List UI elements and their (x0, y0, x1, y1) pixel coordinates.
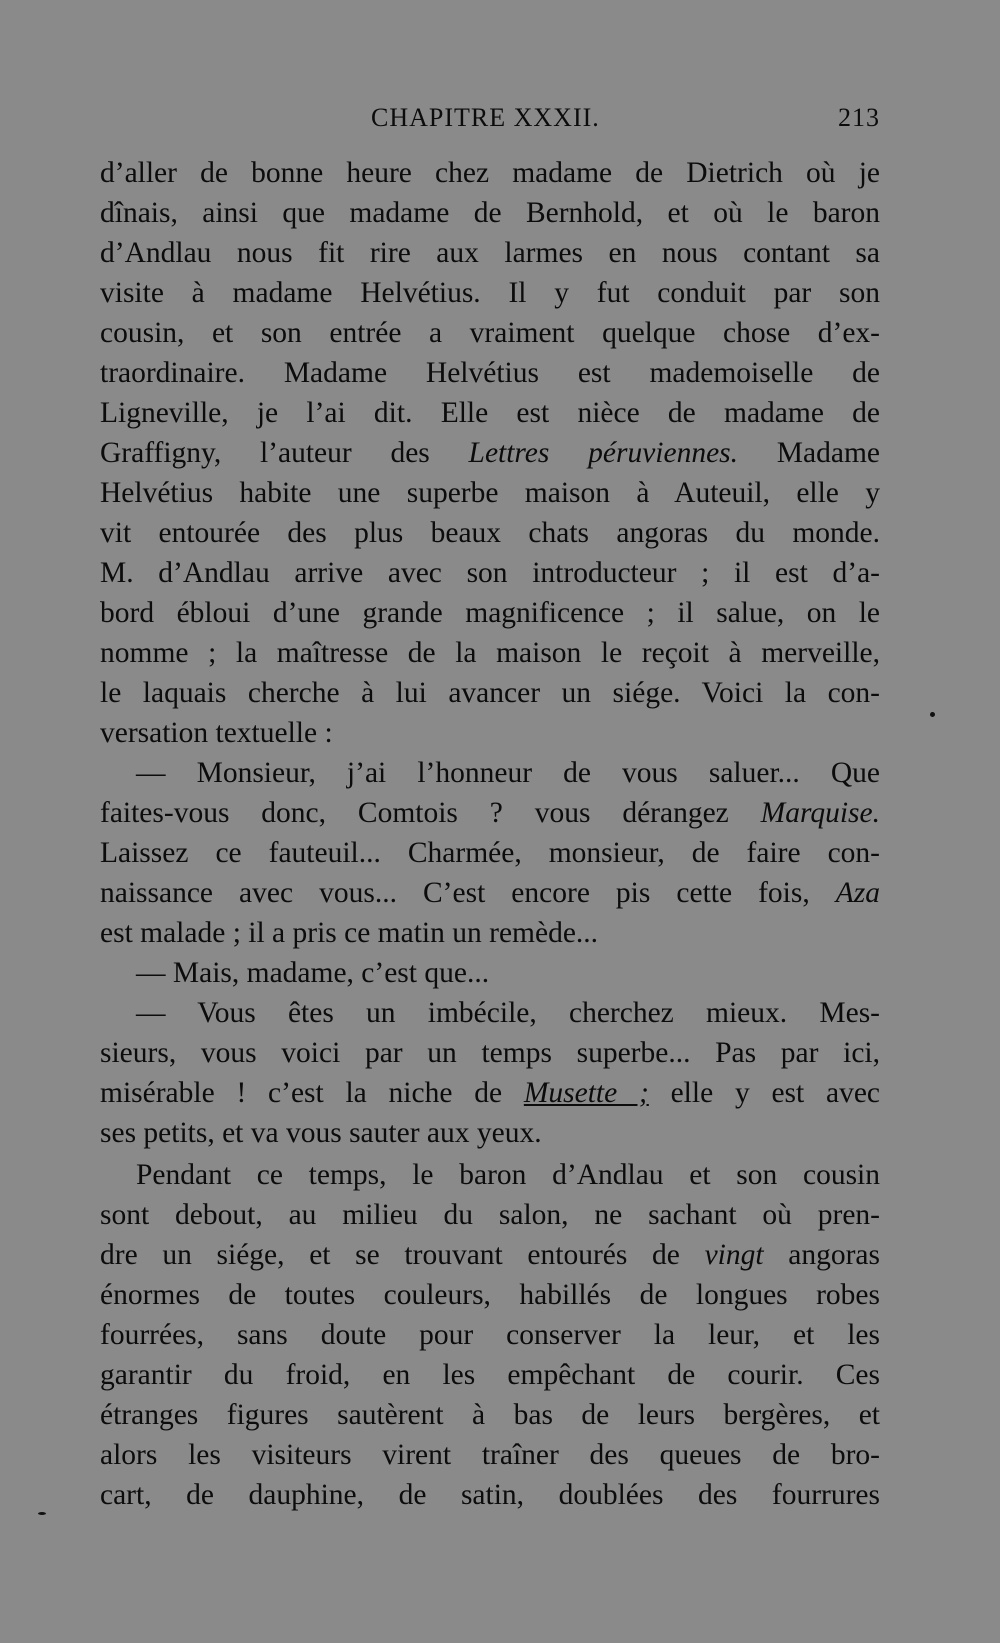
text-line: cousin, et son entrée a vraiment quelque chose d’ex- (100, 317, 880, 349)
text-line: — Mais, madame, c’est que... (136, 957, 490, 989)
text-line: Helvétius habite une superbe maison à Auteuil, elle y (100, 477, 880, 509)
body-text (100, 153, 880, 1515)
text-line: bord ébloui d’une grande magnificence ; il salue, on le (100, 597, 880, 629)
text-line (100, 793, 880, 833)
text-line: ses petits, et va vous sauter aux yeux. (100, 1117, 542, 1149)
text-line: est malade ; il a pris ce matin un remède... (100, 917, 599, 949)
cat-name-italic: Aza (835, 877, 881, 909)
text-fragment: naissance avec vous... C’est encore pis cette fois, (100, 877, 810, 909)
text-line (100, 1235, 880, 1275)
text-line: d’Andlau nous fit rire aux larmes en nous contant sa (100, 237, 880, 269)
text-line: sont debout, au milieu du salon, ne sachant où pren- (100, 1199, 880, 1231)
text-line: énormes de toutes couleurs, habillés de longues robes (100, 1279, 880, 1311)
text-line (100, 873, 880, 913)
text-line: étranges figures sautèrent à bas de leurs bergères, et (100, 1399, 880, 1431)
text-line: — Vous êtes un imbécile, cherchez mieux. Mes- (136, 997, 880, 1029)
text-fragment: Graffigny, l’auteur des (100, 437, 430, 469)
text-line: le laquais cherche à lui avancer un siége. Voici la con- (100, 677, 880, 709)
cat-name-italic: Marquise. (760, 797, 881, 829)
text-line: garantir du froid, en les empêchant de courir. Ces (100, 1359, 880, 1391)
text-line: dînais, ainsi que madame de Bernhold, et où le baron (100, 197, 880, 229)
text-line: visite à madame Helvétius. Il y fut conduit par son (100, 277, 880, 309)
text-line: d’aller de bonne heure chez madame de Dietrich où je (100, 157, 880, 189)
book-title-italic: Lettres péruviennes. (468, 437, 739, 469)
text-line: alors les visiteurs virent traîner des queues de bro- (100, 1439, 880, 1471)
text-fragment: angoras (788, 1239, 881, 1271)
text-line: nomme ; la maîtresse de la maison le reçoit à merveille, (100, 637, 880, 669)
text-line: vit entourée des plus beaux chats angoras du monde. (100, 517, 880, 549)
text-line (100, 1073, 880, 1113)
cat-name-italic: Musette ; (523, 1077, 649, 1109)
text-line: versation textuelle : (100, 717, 333, 749)
chapter-title: CHAPITRE XXXII. (371, 103, 600, 132)
text-line: Laissez ce fauteuil... Charmée, monsieur, de faire con- (100, 837, 880, 869)
text-fragment: dre un siége, et se trouvant entourés de (100, 1239, 680, 1271)
page-number: 213 (838, 103, 880, 132)
text-line: fourrées, sans doute pour conserver la leur, et les (100, 1319, 880, 1351)
text-line: cart, de dauphine, de satin, doublées des fourrures (100, 1479, 880, 1511)
text-fragment: elle y est avec (670, 1077, 881, 1109)
text-line: Ligneville, je l’ai dit. Elle est nièce de madame de (100, 397, 880, 429)
emphasis-italic: vingt (704, 1239, 764, 1271)
text-line: sieurs, vous voici par un temps superbe... Pas par ici, (100, 1037, 880, 1069)
text-fragment: faites-vous donc, Comtois ? vous dérangez (100, 797, 729, 829)
text-line: M. d’Andlau arrive avec son introducteur ; il est d’a- (100, 557, 880, 589)
text-line (100, 433, 880, 473)
text-line: traordinaire. Madame Helvétius est mademoiselle de (100, 357, 880, 389)
text-line: — Monsieur, j’ai l’honneur de vous saluer... Que (136, 757, 880, 789)
scan-speck (930, 712, 935, 717)
text-fragment: Madame (776, 437, 881, 469)
text-fragment: misérable ! c’est la niche de (100, 1077, 503, 1109)
running-head (101, 103, 880, 143)
scan-speck (38, 1512, 46, 1515)
text-line: Pendant ce temps, le baron d’Andlau et son cousin (136, 1159, 880, 1191)
